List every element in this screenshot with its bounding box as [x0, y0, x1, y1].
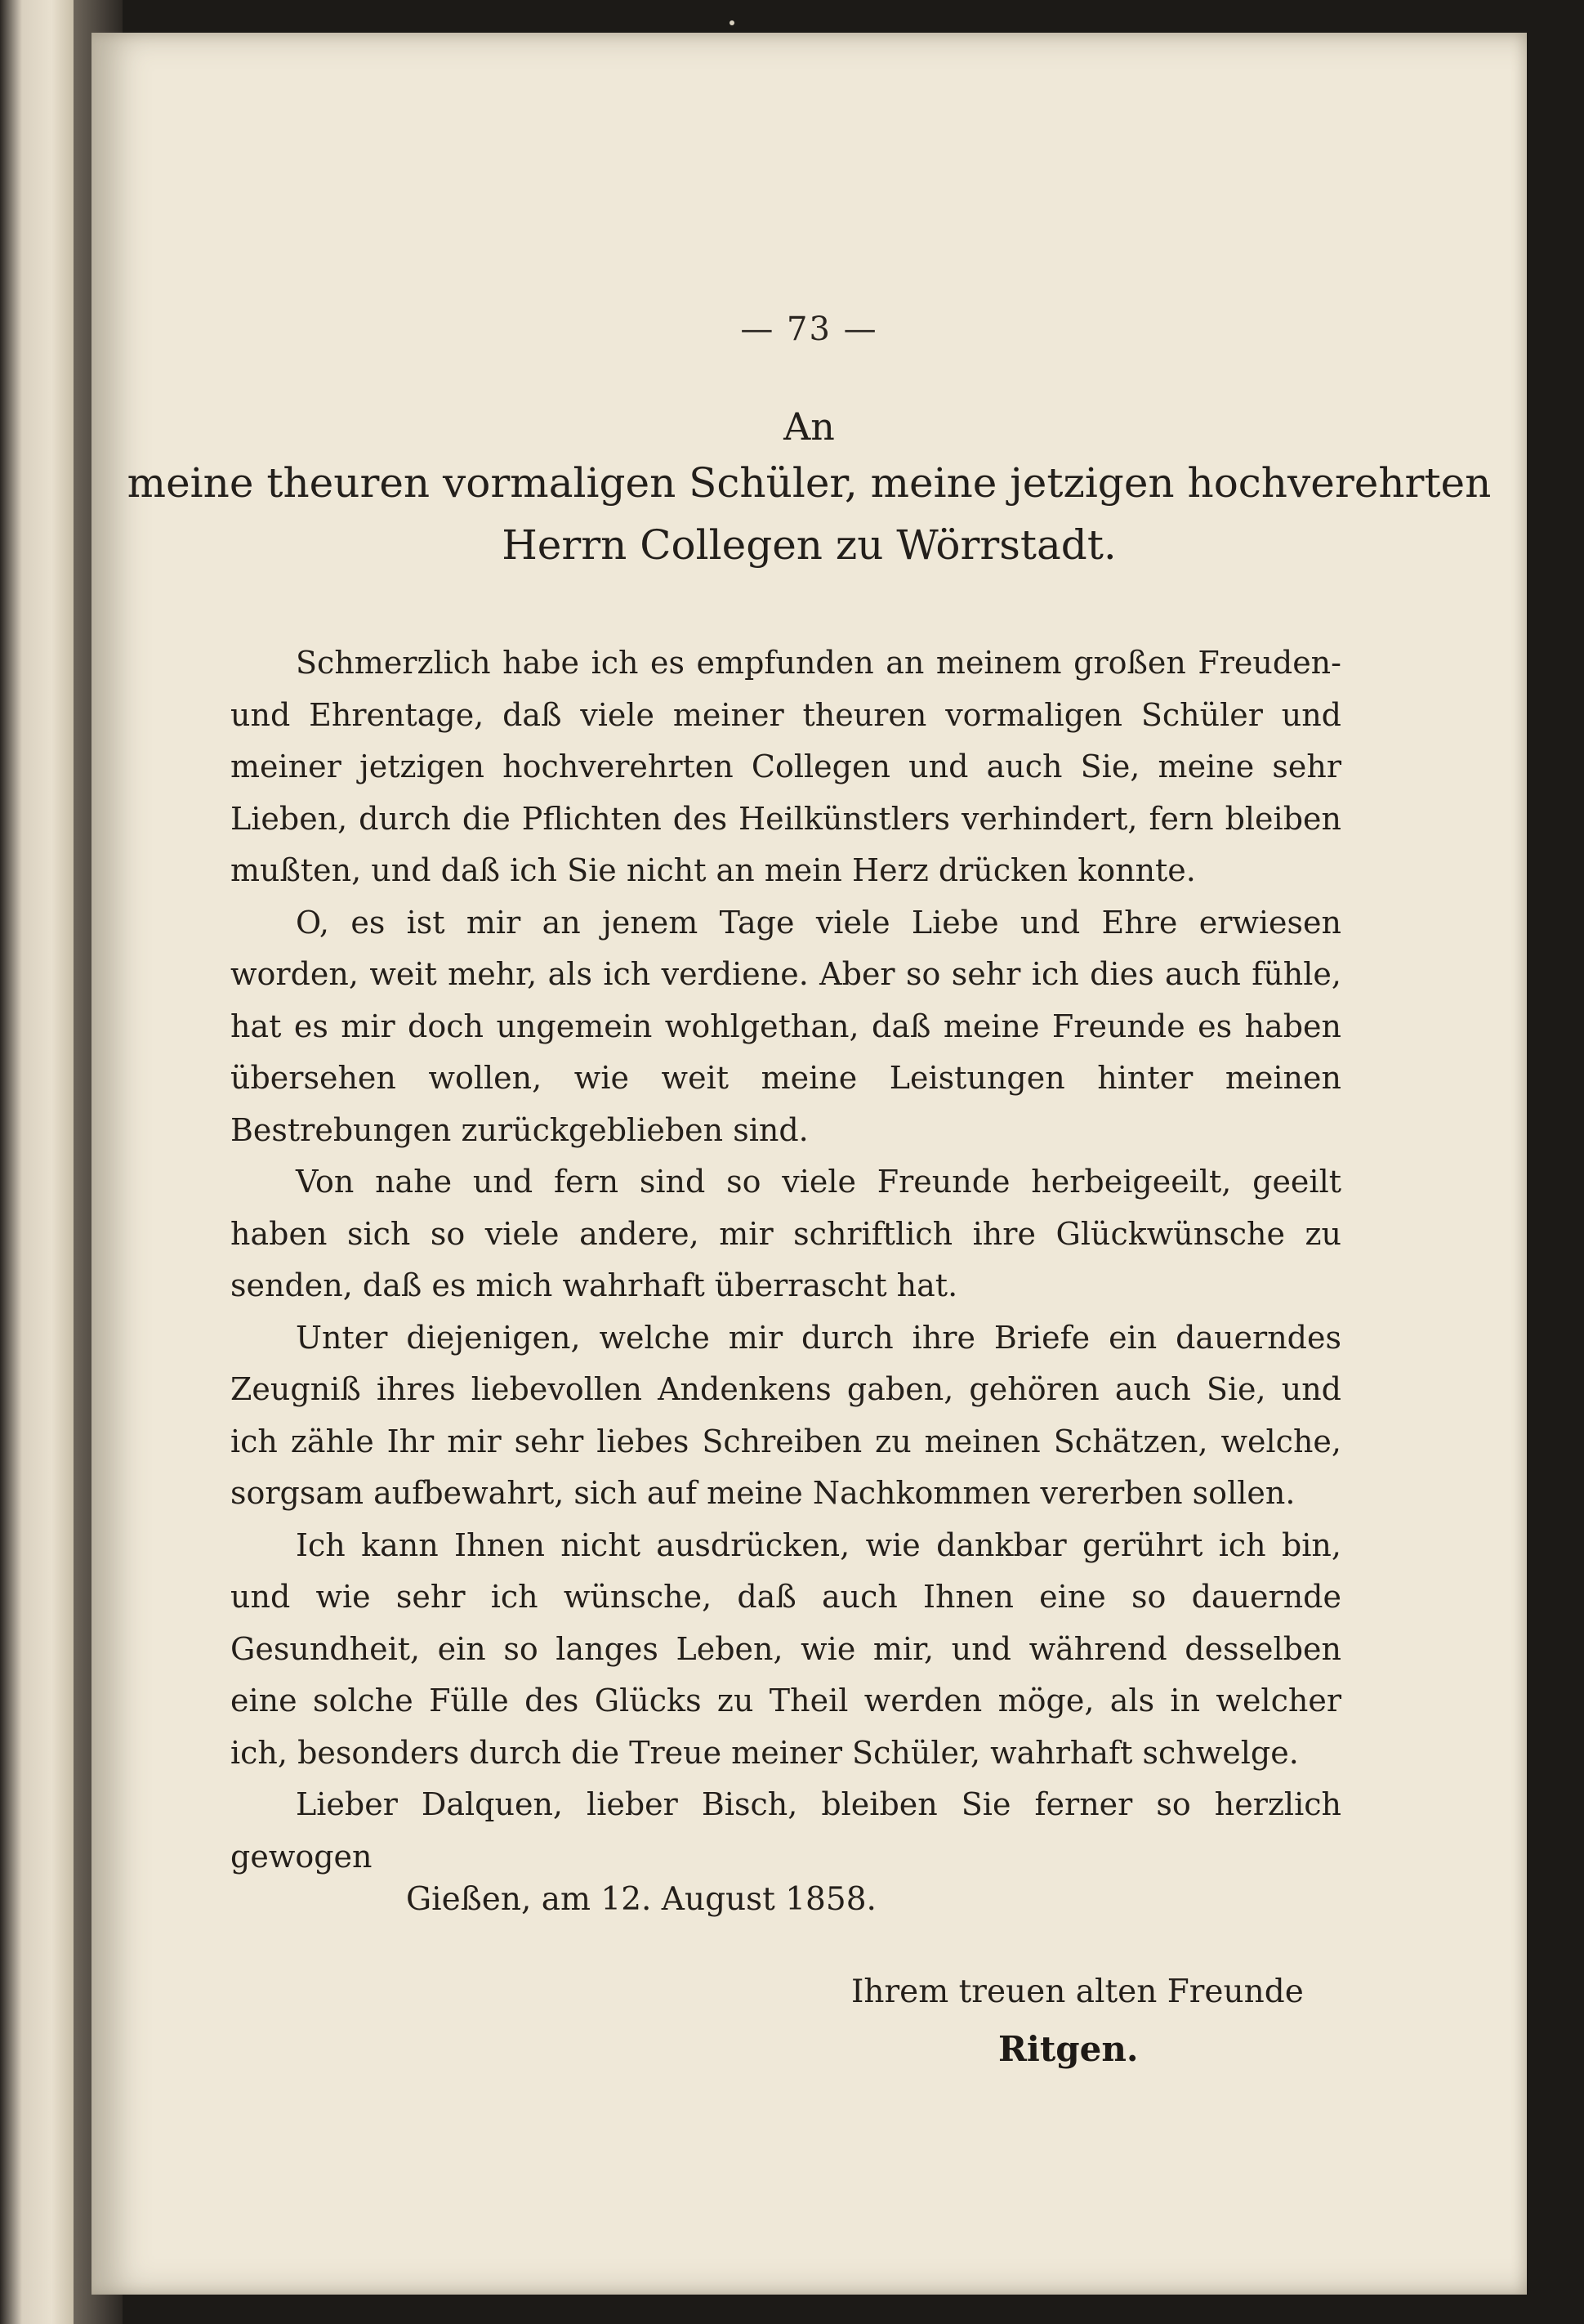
letter-body — [230, 637, 1341, 1883]
paragraph: Ich kann Ihnen nicht ausdrücken, wie dankbar gerührt ich bin, und wie sehr ich wünsche, daß auch Ihnen eine so dauernde Gesundheit, ein so langes Leben, wie mir, und während desselben eine solche Fülle des Glücks zu Theil werden möge, als in welcher ich, besonders durch die Treue meiner Schüler, wahrhaft schwelge. — [230, 1526, 1341, 1771]
book-page — [91, 33, 1527, 2295]
heading-line-3: Herrn Collegen zu Wörrstadt. — [502, 521, 1117, 569]
paragraph: O, es ist mir an jenem Tage viele Liebe und Ehre erwiesen worden, weit mehr, als ich verdiene. Aber so sehr ich dies auch fühle, hat es mir doch ungemein wohlgethan, daß meine Freunde es haben übersehen wollen, wie weit meine Leistungen hinter meinen Bestrebungen zurückgeblieben sind. — [230, 904, 1341, 1148]
speck — [730, 20, 734, 25]
closing-line: Ihrem treuen alten Freunde — [851, 1973, 1304, 2010]
dateline: Gießen, am 12. August 1858. — [406, 1881, 877, 1918]
paragraph: Unter diejenigen, welche mir durch ihre Briefe ein dauerndes Zeugniß ihres liebevollen Andenkens gaben, gehören auch Sie, und ich zähle Ihr mir sehr liebes Schreiben zu meinen Schätzen, welche, sorgsam aufbewahrt, sich auf meine Nachkommen vererben sollen. — [230, 1319, 1341, 1511]
paragraph: Von nahe und fern sind so viele Freunde herbeigeeilt, geeilt haben sich so viele andere, mir schriftlich ihre Glückwünsche zu senden, daß es mich wahrhaft überrascht hat. — [230, 1164, 1341, 1303]
signature: Ritgen. — [998, 2029, 1139, 2069]
heading-line-1: An — [783, 404, 835, 449]
page-number: — 73 — — [740, 311, 878, 348]
heading-line-2: meine theuren vormaligen Schüler, meine jetzigen hochverehrten — [127, 459, 1492, 507]
left-page-edge — [0, 0, 74, 2324]
paragraph: Lieber Dalquen, lieber Bisch, bleiben Sie ferner so herzlich gewogen — [230, 1786, 1341, 1875]
paragraph: Schmerzlich habe ich es empfunden an meinem großen Freuden- und Ehrentage, daß viele meiner theuren vormaligen Schüler und meiner jetzigen hochverehrten Collegen und auch Sie, meine sehr Lieben, durch die Pflichten des Heilkünstlers verhindert, fern bleiben mußten, und daß ich Sie nicht an mein Herz drücken konnte. — [230, 645, 1341, 888]
